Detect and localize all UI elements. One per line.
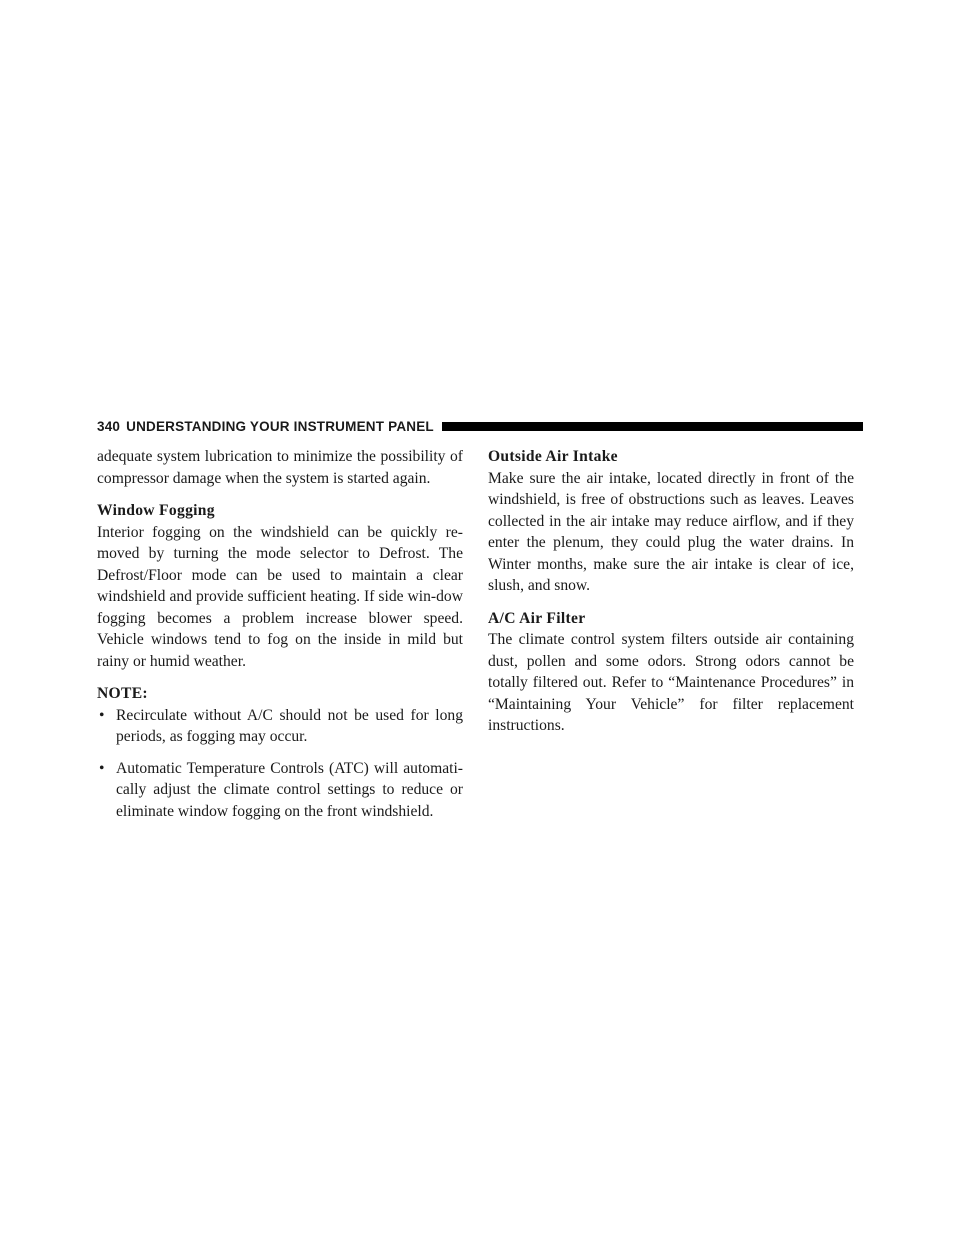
bullet-icon: • bbox=[99, 759, 105, 777]
window-fogging-heading: Window Fogging bbox=[97, 502, 215, 519]
ac-air-filter-body: The climate control system filters outside air containing dust, pollen and some odors. Strong odors cannot be totally filtered out. Refer to “Maintenance Procedures” in “Maintaining Your Vehicle” for filter replacement instructions. bbox=[488, 631, 854, 734]
list-item bbox=[97, 758, 463, 823]
window-fogging-body: Interior fogging on the windshield can be quickly re-moved by turning the mode selector to Defrost. The Defrost/Floor mode can be used to maintain a clear windshield and provide sufficient heating. If side win-dow fogging becomes a problem increase blower speed. Vehicle windows tend to fog on the inside in mild but rainy or humid weather. bbox=[97, 523, 463, 670]
left-column bbox=[97, 446, 463, 822]
list-item bbox=[97, 705, 463, 748]
bullet-icon: • bbox=[99, 706, 105, 724]
header-rule bbox=[442, 422, 863, 431]
ac-air-filter-heading: A/C Air Filter bbox=[488, 609, 586, 627]
outside-air-intake-heading: Outside Air Intake bbox=[488, 448, 618, 465]
note-list bbox=[97, 705, 463, 823]
note-label: NOTE: bbox=[97, 685, 148, 702]
note-item-text: Recirculate without A/C should not be used for long periods, as fogging may occur. bbox=[116, 706, 463, 745]
right-column bbox=[488, 446, 854, 737]
page-number: 340 bbox=[97, 418, 121, 434]
outside-air-intake-body: Make sure the air intake, located directly in front of the windshield, is free of obstructions such as leaves. Leaves collected in the air intake may reduce airflow, and if they enter the plenum, they could plug the water drains. In Winter months, make sure the air intake is clear of ice, slush, and snow. bbox=[488, 469, 854, 594]
note-item-text: Automatic Temperature Controls (ATC) will automati-cally adjust the climate control settings to reduce or eliminate window fogging on the front windshield. bbox=[116, 759, 463, 820]
section-title: UNDERSTANDING YOUR INSTRUMENT PANEL bbox=[126, 418, 434, 434]
page-header bbox=[97, 414, 863, 438]
intro-paragraph: adequate system lubrication to minimize the possibility of compressor damage when the system is started again. bbox=[97, 448, 463, 487]
